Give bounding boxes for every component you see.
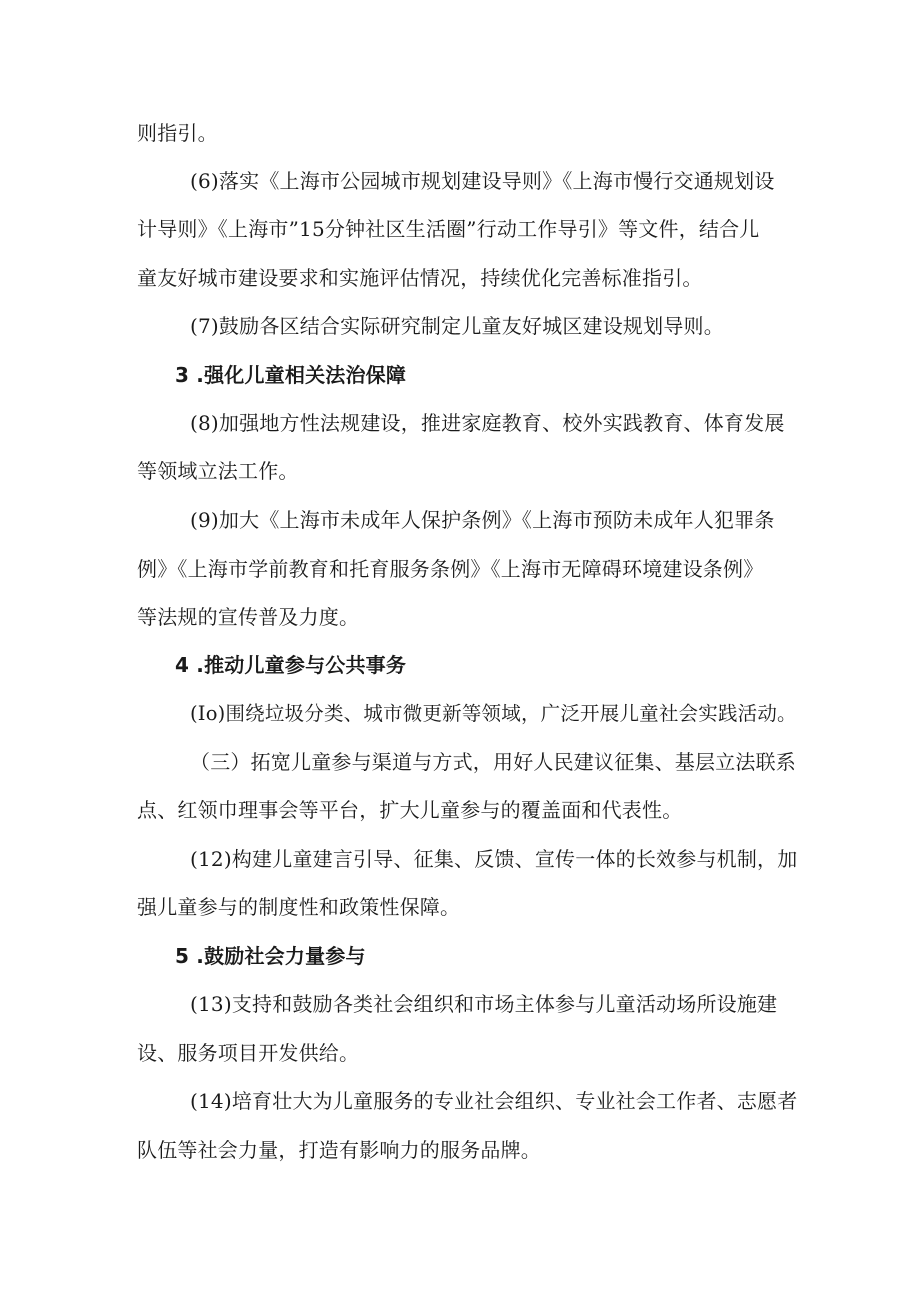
paragraph-line: (14)培育壮大为儿童服务的专业社会组织、专业社会工作者、志愿者 xyxy=(190,1089,798,1113)
paragraph-line: (9)加大《上海市未成年人保护条例》《上海市预防未成年人犯罪条 xyxy=(190,508,775,532)
paragraph-line: 设、服务项目开发供给。 xyxy=(137,1041,360,1065)
paragraph-line: (8)加强地方性法规建设，推进家庭教育、校外实践教育、体育发展 xyxy=(190,411,785,435)
section-heading: 5 .鼓励社会力量参与 xyxy=(175,944,366,968)
paragraph-line: (13)支持和鼓励各类社会组织和市场主体参与儿童活动场所设施建 xyxy=(190,992,778,1016)
paragraph-line: (Io)围绕垃圾分类、城市微更新等领域，广泛开展儿童社会实践活动。 xyxy=(190,702,797,725)
paragraph-line: 队伍等社会力量，打造有影响力的服务品牌。 xyxy=(137,1138,541,1162)
section-heading: 3 .强化儿童相关法治保障 xyxy=(175,363,407,387)
paragraph-line: （三）拓宽儿童参与渠道与方式，用好人民建议征集、基层立法联系 xyxy=(190,750,796,774)
paragraph-line: 点、红领巾理事会等平台，扩大儿童参与的覆盖面和代表性。 xyxy=(137,798,683,822)
paragraph-line: 等法规的宣传普及力度。 xyxy=(137,605,360,629)
paragraph-line: 童友好城市建设要求和实施评估情况，持续优化完善标准指引。 xyxy=(137,266,703,290)
paragraph-line: 等领域立法工作。 xyxy=(137,459,299,483)
paragraph-line: 则指引。 xyxy=(137,121,218,145)
section-heading: 4 .推动儿童参与公共事务 xyxy=(175,653,407,677)
paragraph-line: 计导则》《上海市”15分钟社区生活圈”行动工作导引》等文件，结合儿 xyxy=(137,217,760,241)
paragraph-line: (7)鼓励各区结合实际研究制定儿童友好城区建设规划导则。 xyxy=(190,314,724,338)
paragraph-line: 强儿童参与的制度性和政策性保障。 xyxy=(137,895,461,919)
paragraph-line: (12)构建儿童建言引导、征集、反馈、宣传一体的长效参与机制，加 xyxy=(190,847,798,871)
paragraph-line: (6)落实《上海市公园城市规划建设导则》《上海市慢行交通规划设 xyxy=(190,169,775,193)
paragraph-line: 例》《上海市学前教育和托育服务条例》《上海市无障碍环境建设条例》 xyxy=(137,557,764,581)
